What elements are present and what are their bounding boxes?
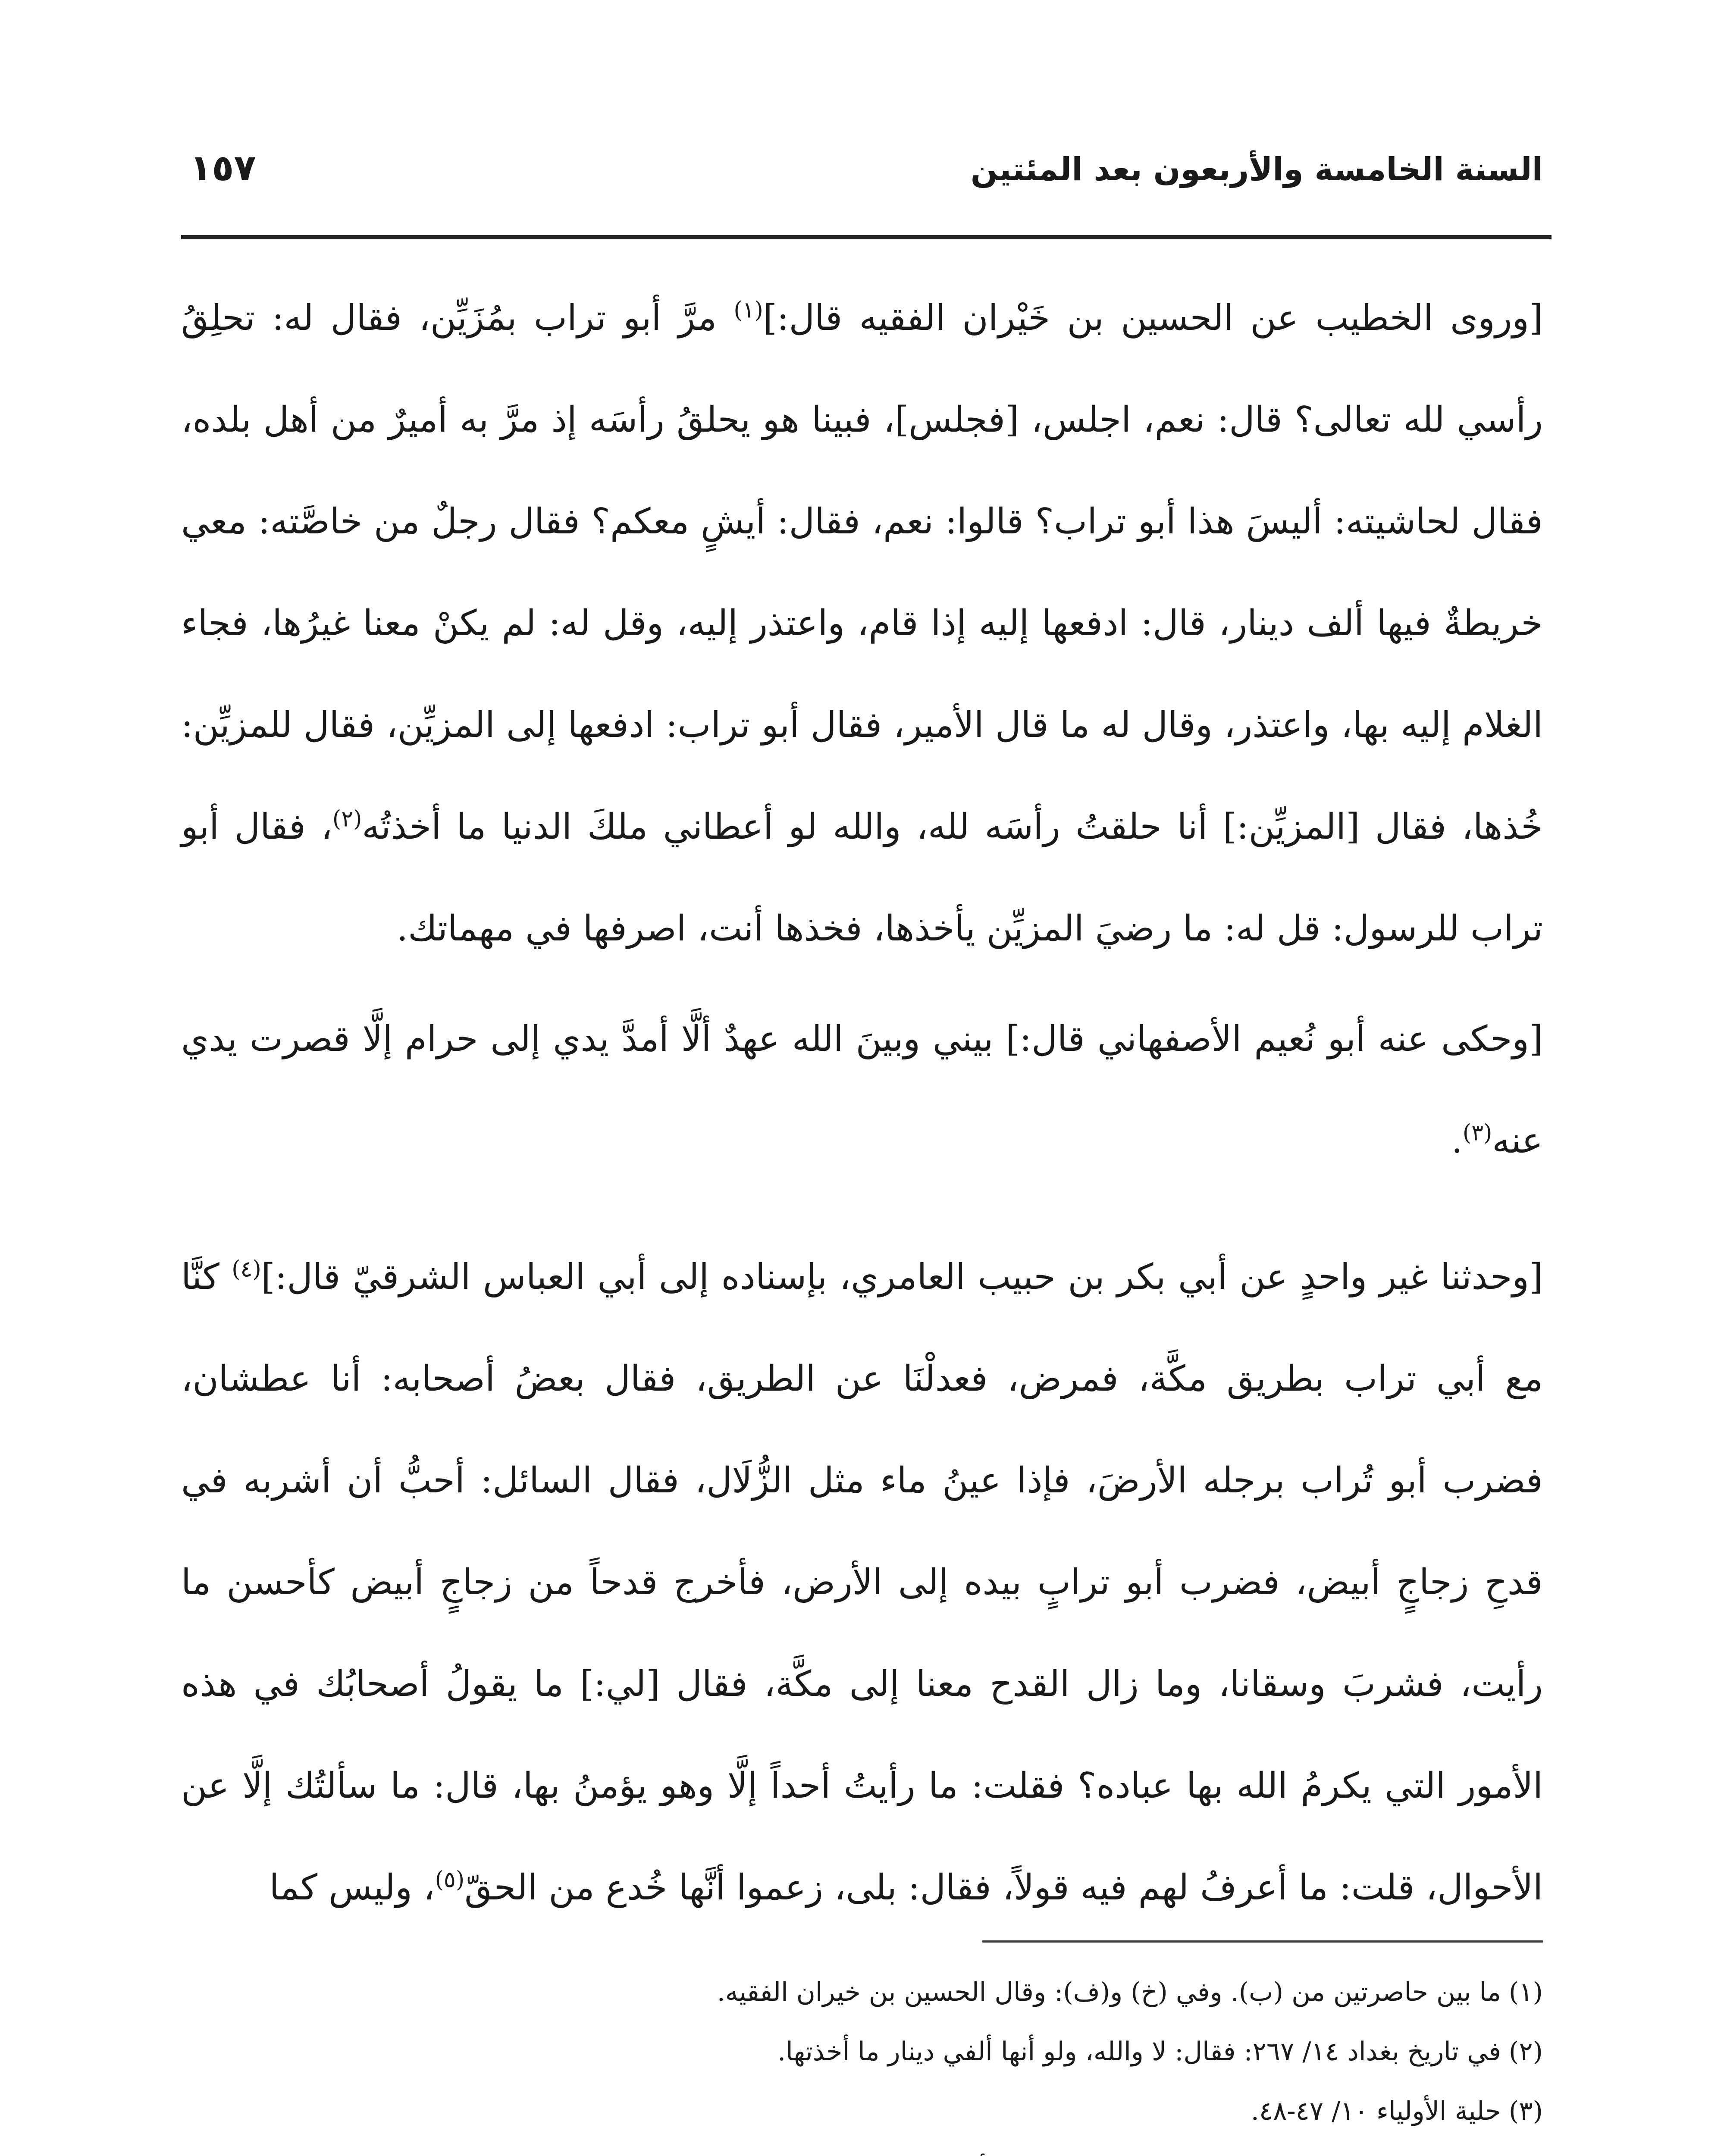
footnote-text: ما بين حاصرتين من (ب). وفي (خ) و(ف): وقال الحسين بن خيران الفقيه.	[717, 1977, 1501, 2007]
footnote-ref-1: (١)	[733, 297, 763, 323]
footnote-ref-5: (٥)	[435, 1867, 465, 1893]
running-title: السنة الخامسة والأربعون بعد المئتين	[970, 151, 1543, 188]
footnote-3	[181, 2085, 1543, 2137]
footnote-ref-2: (٢)	[332, 806, 362, 832]
footnote-number	[1509, 2145, 1543, 2156]
footnotes	[181, 1966, 1543, 2156]
paragraph-2-text-b: .	[1451, 1120, 1463, 1161]
paragraph-3-text-b: كنَّا مع أبي تراب بطريق مكَّة، فمرض، فعدلْنَا عن الطريق، فقال بعضُ أصحابه: أنا عطشان، فضرب أبو تُراب برجله الأرضَ، فإذا عينُ ماء مثل الزُّلَال، فقال السائل: أحبُّ أن أشربه في قدحِ زجاجٍ أبيض، فضرب أبو ترابٍ بيده إلى الأرض، فأخرج قدحاً من زجاجٍ أبيض كأحسن ما رأيت، فشربَ وسقانا، وما زال القدح معنا إلى مكَّة، فقال [لي:] ما يقولُ أصحابُك في هذه الأمور التي يكرمُ الله بها عباده؟ فقلت: ما رأيتُ أحداً إلَّا وهو يؤمنُ بها، قال: ما سألتُك إلَّا عن الأحوال، قلت: ما أعرفُ لهم فيه قولاً، فقال: بلى، زعموا أنَّها خُدع من الحقّ	[181, 1257, 1543, 1908]
footnote-number: (٢)	[1508, 2037, 1543, 2067]
page-number: ١٥٧	[190, 147, 256, 189]
footnote-text: حلية الأولياء ١٠/ ٤٧-٤٨.	[1251, 2096, 1501, 2126]
running-head	[181, 142, 1543, 207]
footnote-number: (٣)	[1508, 2096, 1543, 2126]
paragraph-2	[181, 988, 1543, 1192]
footnote-4	[181, 2145, 1543, 2156]
body-text	[181, 267, 1543, 1939]
paragraph-1-text-c: ، فقال أبو تراب للرسول: قل له: ما رضيَ المزيِّن يأخذها، فخذها أنت، اصرفها في مهماتك.	[181, 806, 1543, 949]
footnote-2	[181, 2026, 1543, 2078]
paragraph-1-text-a: [وروى الخطيب عن الحسين بن خَيْران الفقيه قال:]	[763, 298, 1543, 338]
paragraph-1	[181, 267, 1543, 980]
footnote-rule	[982, 1940, 1543, 1943]
paragraph-1-text-b: مرَّ أبو تراب بمُزَيِّن، فقال له: تحلِقُ رأسي لله تعالى؟ قال: نعم، اجلس، [فجلس]، فبينا هو يحلقُ رأسَه إذ مرَّ به أميرٌ من أهل بلده، فقال لحاشيته: أليسَ هذا أبو تراب؟ قالوا: نعم، فقال: أيشٍ معكم؟ فقال رجلٌ من خاصَّته: معي خريطةٌ فيها ألف دينار، قال: ادفعها إليه إذا قام، واعتذر إليه، وقل له: لم يكنْ معنا غيرُها، فجاء الغلام إليه بها، واعتذر، وقال له ما قال الأمير، فقال أبو تراب: ادفعها إلى المزيِّن، فقال للمزيِّن: خُذها، فقال [المزيِّن:] أنا حلقتُ رأسَه لله، والله لو أعطاني ملكَ الدنيا ما أخذتُه	[181, 298, 1543, 847]
header-rule	[181, 235, 1552, 239]
footnote-text: في تاريخ بغداد ١٤/ ٢٦٧: فقال: لا والله، ولو أنها ألفي دينار ما أخذتها.	[777, 2037, 1501, 2067]
footnote-ref-4: (٤)	[232, 1256, 261, 1282]
footnote-1	[181, 1966, 1543, 2018]
paragraph-3	[181, 1226, 1543, 1939]
footnote-number: (١)	[1508, 1977, 1543, 2007]
footnote-ref-3: (٣)	[1462, 1120, 1492, 1146]
paragraph-2-text-a: [وحكى عنه أبو نُعيم الأصفهاني قال:] بيني وبينَ الله عهدٌ ألَّا أمدَّ يدي إلى حرام إلَّا قصرت يدي عنه	[181, 1018, 1543, 1161]
paragraph-3-text-c: ، وليس كما	[269, 1867, 435, 1908]
paragraph-3-text-a: [وحدثنا غير واحدٍ عن أبي بكر بن حبيب العامري، بإسناده إلى أبي العباس الشرقيّ قال:]	[261, 1257, 1543, 1297]
